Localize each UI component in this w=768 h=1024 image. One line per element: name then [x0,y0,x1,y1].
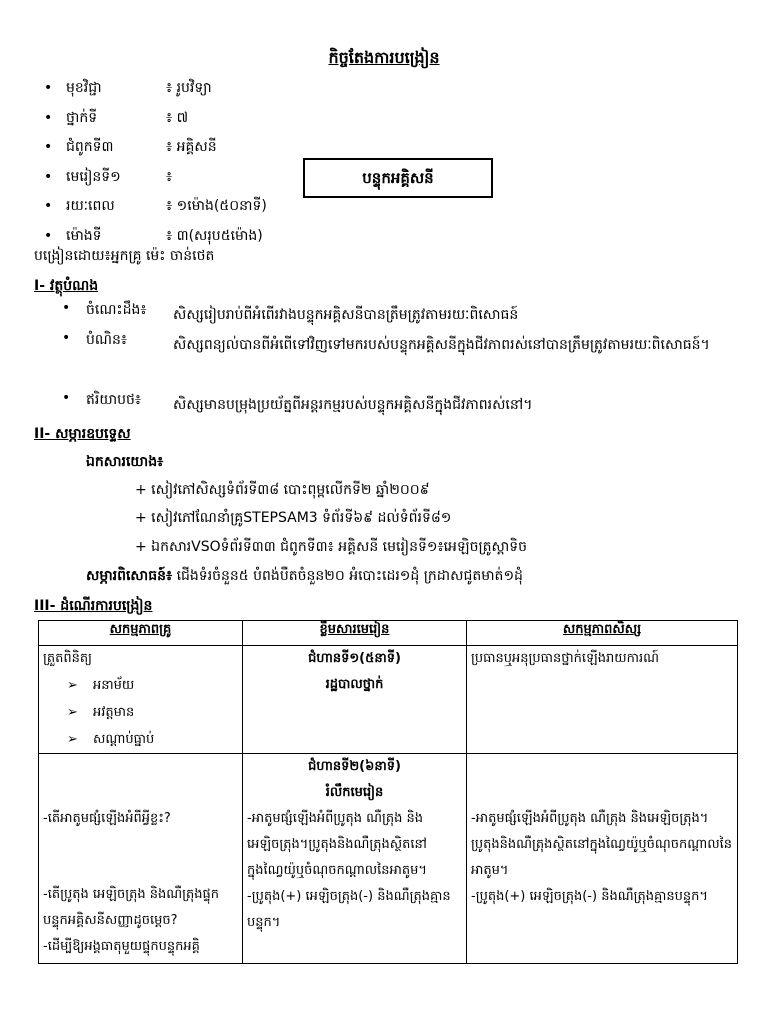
reference-heading: ឯកសារយោង៖ [86,454,164,470]
info-item: • មេរៀនទី១ ៖ [44,163,267,193]
objective-attitude: • ឥរិយាបថ៖ សិស្សមានបម្រុងប្រយ័ត្នពីអន្តរកម្មរបស់បន្ទុកអគ្គិសនីក្នុងជីវភាពរស់នៅ។ [62,390,533,413]
content-cell: ជំហានទី១(៥នាទី) រដ្ឋបាលថ្នាក់ [243,646,467,754]
info-item: • មុខវិជ្ជា ៖ រូបវិទ្យា [44,74,267,104]
teacher-cell: ត្រួតពិនិត្យ ➢ អនាម័យ ➢ អវត្តមាន ➢ សណ្តាប់ធ្នាប់ [39,646,243,754]
objective-knowledge: • ចំណេះដឹង៖ សិស្សរៀបរាប់ពីអំពើរវាងបន្ទុកអគ្គិសនីបានត្រឹមត្រូវតាមរយៈពិសោធន៍ [62,300,519,323]
section-procedure-heading: III- ដំណើរការបង្រៀន [34,598,153,614]
table-row [39,754,738,964]
reference-item: + សៀវភៅសិស្សទំព័រទី៣៨ បោះពុម្ពលើកទី២ ឆ្នាំ២០០៩ [135,482,430,498]
list-item: ➢ សណ្តាប់ធ្នាប់ [43,726,238,753]
list-item: ➢ អវត្តមាន [43,699,238,726]
column-header-student: សកម្មភាពសិស្ស [467,621,738,646]
lesson-procedure-table [38,620,738,964]
objective-skill: • បំណិន៖ សិស្សពន្យល់បានពីអំពើទៅវិញទៅមករបស់បន្ទុកអគ្គិសនីក្នុងជីវភាពរស់នៅបានត្រឹមត្រូវតាមរយៈពិសោធន៍។ [62,330,710,353]
document-title: កិច្ចតែងការបង្រៀន [328,48,440,67]
info-item: • ថ្នាក់ទី ៖ ៧ [44,104,267,134]
materials-line: សម្ភារពិសោធន៍៖ ជើងទំរចំនួន៥ បំពង់បឺតចំនួន២០ អំបោះដេរ១ដុំ ក្រដាសជូតមាត់១ដុំ [86,568,523,584]
column-header-content: ខ្លឹមសារមេរៀន [243,621,467,646]
student-cell: ប្រធានឬអនុប្រធានថ្នាក់ឡើងរាយការណ៍ [467,646,738,754]
column-header-teacher: សកម្មភាពគ្រូ [39,621,243,646]
info-item: • រយៈពេល ៖ ១ម៉ោង(៥០នាទី) [44,192,267,222]
lesson-info-list [44,74,267,251]
table-header-row [39,621,738,646]
teacher-line: បង្រៀនដោយ៖អ្នកគ្រូ ម៉េះ ចាន់ថេត [34,248,215,264]
section-materials-heading: II- សម្ភារឧបទេ្ទស [34,426,131,442]
lesson-subject-box: បន្ទុកអគ្គិសនី [303,158,493,198]
reference-item: + ឯកសារVSOទំព័រទី៣៣ ជំពូកទី៣៖ អគ្គិសនី មេរៀនទី១៖អេឡិចត្រូស្តាទិច [135,539,528,555]
arrow-bullet-icon: ➢ [67,732,78,747]
info-item: • ម៉ោងទី ៖ ៣(សរុប៥ម៉ោង) [44,222,267,252]
teacher-cell: -តើអាតូមផ្សំឡើងអំពីអ្វីខ្លះ? -តើប្រូតុង អេឡិចត្រុង និងណឺត្រុងផ្ទុកបន្ទុកអគ្គិសនីសញ្ញាដូចម្តេច? -ដើម្បីឱ្យអង្គធាតុមួយផ្ទុកបន្ទុកអគ្គិ [39,754,243,964]
info-item: • ជំពូកទី៣ ៖ អគ្គិសនី [44,133,267,163]
list-item: ➢ អនាម័យ [43,672,238,699]
student-cell: -អាតូមផ្សំឡើងអំពីប្រូតុង ណឺត្រុង និងអេឡិចត្រុង។ប្រូតុងនិងណឺត្រុងស្ថិតនៅក្នុងណ្វៃយ៉ូឬចំណុចកណ្តាលនៃអាតូម។ -ប្រូតុង(+) អេឡិចត្រុង(-) និងណឺត្រុងគ្មានបន្ទុក។ [467,754,738,964]
arrow-bullet-icon: ➢ [67,705,78,720]
reference-item: + សៀវភៅណែនាំគ្រូSTEPSAM3 ទំព័រទី៦៩ ដល់ទំព័រទី៨១ [135,510,452,526]
section-objectives-heading: I- វត្ថុបំណង [34,278,99,294]
arrow-bullet-icon: ➢ [67,678,78,693]
content-cell: ជំហានទី២(៦នាទី) រំលឹកមេរៀន -អាតូមផ្សំឡើងអំពីប្រូតុង ណឺត្រុង និងអេឡិចត្រុង។ប្រូតុងនិងណឺត្រុងស្ថិតនៅក្នុងណ្វៃយ៉ូឬចំណុចកណ្តាលនៃអាតូម។ -ប្រូតុង(+) អេឡិចត្រុង(-) និងណឺត្រុងគ្មានបន្ទុក។ [243,754,467,964]
table-row [39,646,738,754]
